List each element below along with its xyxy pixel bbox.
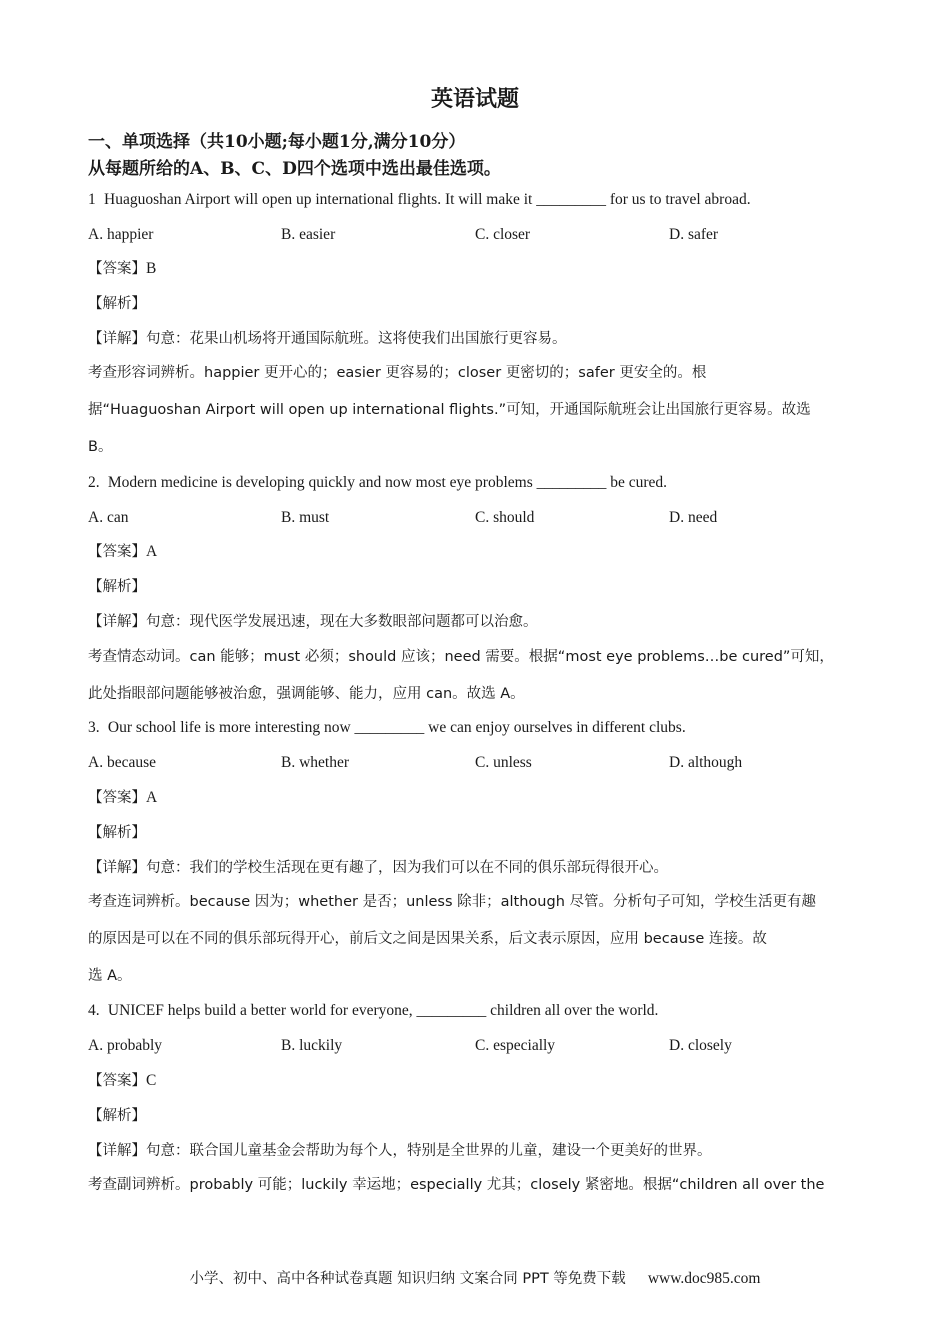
question-text: Our school life is more interesting now _________ we can enjoy ourselves in different clubs.	[107, 719, 686, 736]
answer-value: C	[146, 1072, 157, 1089]
detail-label: 【详解】	[88, 614, 146, 630]
question-number: 4.	[88, 1002, 100, 1019]
explanation-line: 据“Huaguoshan Airport will open up international flights.”可知，开通国际航班会让出国旅行更容易。故选	[88, 402, 811, 418]
option-d: D. safer	[669, 226, 719, 243]
detail-text: 句意：我们的学校生活现在更有趣了，因为我们可以在不同的俱乐部玩得很开心。	[146, 860, 668, 876]
option-a: A. can	[88, 509, 129, 526]
option-d: D. although	[669, 754, 743, 771]
answer-line	[88, 1070, 156, 1092]
question-text: Huaguoshan Airport will open up international flights. It will make it _________ for us to travel abroad.	[104, 191, 751, 208]
explanation-line: 考查情态动词。can 能够；must 必须；should 应该；need 需要。根据“most eye problems…be cured”可知，	[88, 649, 834, 665]
answer-label: 【答案】	[88, 790, 146, 806]
answer-line	[88, 541, 157, 563]
analysis-label: 【解析】	[88, 296, 146, 312]
explanation-line: 考查形容词辨析。happier 更开心的；easier 更容易的；closer 更密切的；safer 更安全的。根	[88, 365, 707, 381]
detail-label: 【详解】	[88, 1143, 146, 1159]
explanation-line: 选 A。	[88, 968, 132, 984]
detail-line	[88, 1140, 712, 1162]
explanation-line: B。	[88, 439, 113, 455]
page-footer	[0, 1268, 950, 1290]
detail-line	[88, 857, 668, 879]
question-stem	[88, 1000, 658, 1022]
option-c: C. closer	[475, 226, 531, 243]
answer-value: A	[146, 789, 158, 806]
answer-value: A	[146, 543, 158, 560]
option-a: A. probably	[88, 1037, 163, 1054]
answer-value: B	[146, 260, 157, 277]
option-b: B. easier	[281, 226, 336, 243]
option-b: B. must	[281, 509, 330, 526]
detail-line	[88, 328, 567, 350]
analysis-label: 【解析】	[88, 1108, 146, 1124]
option-c: C. should	[475, 509, 535, 526]
option-d: D. closely	[669, 1037, 732, 1054]
option-c: C. unless	[475, 754, 532, 771]
detail-text: 句意：联合国儿童基金会帮助为每个人，特别是全世界的儿童，建设一个更美好的世界。	[146, 1143, 712, 1159]
footer-text: 小学、初中、高中各种试卷真题 知识归纳 文案合同 PPT 等免费下载	[189, 1271, 626, 1287]
footer-link[interactable]: www.doc985.com	[647, 1270, 761, 1287]
question-stem	[88, 717, 686, 739]
analysis-label: 【解析】	[88, 825, 146, 841]
option-d: D. need	[669, 509, 718, 526]
section-heading: 一、单项选择（共10小题;每小题1分,满分10分）	[88, 132, 466, 152]
option-a: A. because	[88, 754, 156, 771]
answer-line	[88, 258, 156, 280]
answer-label: 【答案】	[88, 1073, 146, 1089]
answer-label: 【答案】	[88, 261, 146, 277]
option-b: B. whether	[281, 754, 350, 771]
question-number: 1	[88, 191, 96, 208]
detail-text: 句意：现代医学发展迅速，现在大多数眼部问题都可以治愈。	[146, 614, 538, 630]
option-a: A. happier	[88, 226, 154, 243]
option-c: C. especially	[475, 1037, 556, 1054]
question-number: 3.	[88, 719, 100, 736]
detail-text: 句意：花果山机场将开通国际航班。这将使我们出国旅行更容易。	[146, 331, 567, 347]
explanation-line: 的原因是可以在不同的俱乐部玩得开心，前后文之间是因果关系，后文表示原因，应用 because 连接。故	[88, 931, 767, 947]
answer-line	[88, 787, 157, 809]
section-instruction: 从每题所给的A、B、C、D四个选项中选出最佳选项。	[88, 159, 501, 179]
explanation-line: 考查副词辨析。probably 可能；luckily 幸运地；especially 尤其；closely 紧密地。根据“children all over the	[88, 1177, 825, 1193]
question-text: UNICEF helps build a better world for everyone, _________ children all over the world.	[107, 1002, 659, 1019]
question-stem	[88, 472, 667, 494]
question-text: Modern medicine is developing quickly and now most eye problems _________ be cured.	[107, 474, 668, 491]
answer-label: 【答案】	[88, 544, 146, 560]
detail-label: 【详解】	[88, 331, 146, 347]
explanation-line: 此处指眼部问题能够被治愈，强调能够、能力，应用 can。故选 A。	[88, 686, 525, 702]
detail-label: 【详解】	[88, 860, 146, 876]
question-stem	[88, 189, 751, 211]
analysis-label: 【解析】	[88, 579, 146, 595]
explanation-line: 考查连词辨析。because 因为；whether 是否；unless 除非；although 尽管。分析句子可知，学校生活更有趣	[88, 894, 816, 910]
page-title: 英语试题	[430, 86, 519, 112]
detail-line	[88, 611, 538, 633]
question-number: 2.	[88, 474, 100, 491]
option-b: B. luckily	[281, 1037, 343, 1054]
